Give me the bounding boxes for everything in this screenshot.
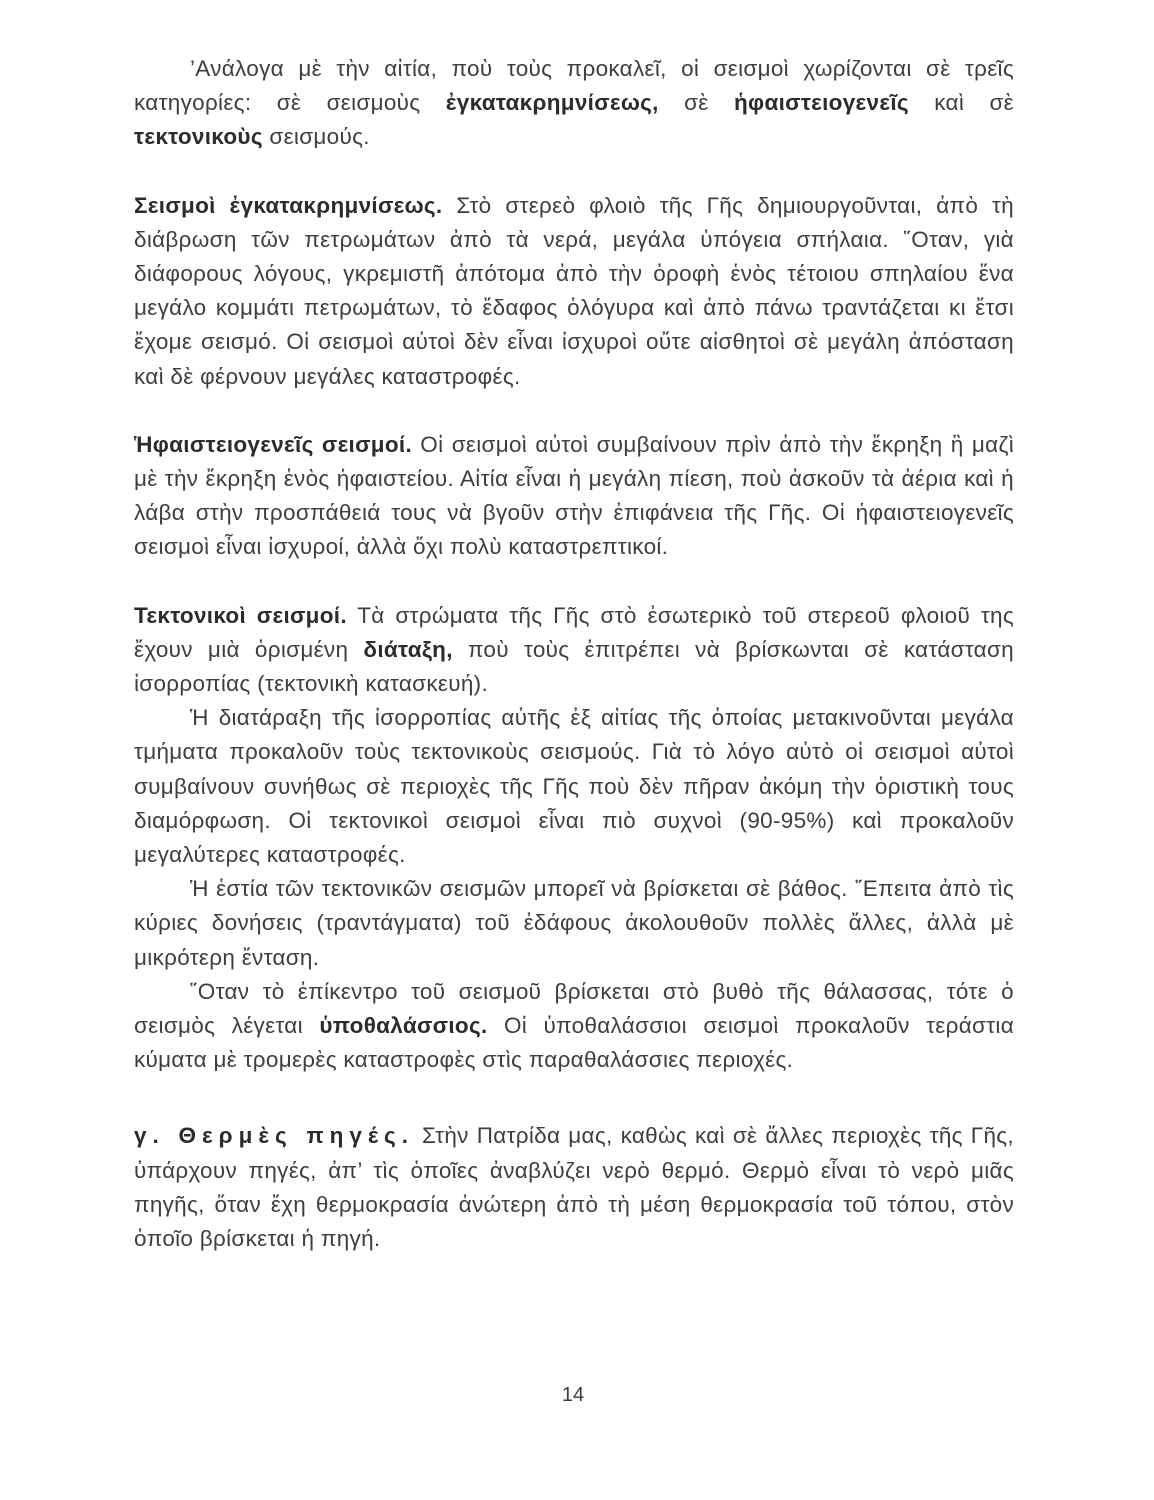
intro-text-3: καὶ σὲ bbox=[908, 90, 1014, 116]
tectonic-paragraph-2: Ἡ διατάραξη τῆς ἰσορροπίας αὐτῆς ἐξ αἰτίας τῆς ὁποίας μετακινοῦνται μεγάλα τμήματα προκαλοῦν τοὺς τεκτονικοὺς σεισμούς. Γιὰ τὸ λόγο αὐτὸ οἱ σεισμοὶ αὐτοὶ συμβαίνουν συνήθως σὲ περιοχὲς τῆς Γῆς ποὺ δὲν πῆραν ἀκόμη τὴν ὁριστικὴ τους διαμόρφωση. Οἱ τεκτονικοὶ σεισμοὶ εἶναι πιὸ συχνοὶ (90-95%) καὶ προκαλοῦν μεγαλύτερες καταστροφές. bbox=[134, 705, 1014, 868]
tectonic-text-4c: Οἱ ὑποθαλάσσιοι σεισμοὶ προκαλοῦν τεράστια κύματα μὲ τρομερὲς καταστροφὲς στὶς παραθαλάσσιες περιοχές. bbox=[134, 1013, 1014, 1073]
term-tectonic: τεκτονικοὺς bbox=[134, 124, 263, 150]
intro-paragraph bbox=[134, 52, 1014, 155]
springs-section bbox=[134, 1119, 1014, 1256]
tectonic-section bbox=[134, 599, 1014, 702]
intro-text-4: σεισμούς. bbox=[262, 124, 370, 150]
volcanic-text: Οἱ σεισμοὶ αὐτοὶ συμβαίνουν πρὶν ἀπὸ τὴν ἔκρηξη ἢ μαζὶ μὲ τὴν ἔκρηξη ἑνὸς ἡφαιστείου. Αἰτία εἶναι ἡ μεγάλη πίεση, ποὺ ἀσκοῦν τὰ ἀέρια καὶ ἡ λάβα στὴν προσπάθειά τους νὰ βγοῦν στὴν ἐπιφάνεια τῆς Γῆς. Οἱ ἡφαιστειογενεῖς σεισμοὶ εἶναι ἰσχυροί, ἀλλὰ ὄχι πολὺ καταστρεπτικοί. bbox=[134, 431, 1014, 560]
tectonic-heading: Τεκτονικοὶ σεισμοί. bbox=[134, 602, 347, 628]
intro-text-1: ’Ανάλογα μὲ τὴν αἰτία, ποὺ τοὺς προκαλεῖ, οἱ σεισμοὶ χωρίζονται σὲ τρεῖς κατηγορίες: σὲ σεισμοὺς bbox=[134, 56, 1014, 116]
term-collapse: ἐγκατακρημνίσεως, bbox=[445, 90, 659, 116]
tectonic-paragraph-3: Ἡ ἑστία τῶν τεκτονικῶν σεισμῶν μπορεῖ νὰ βρίσκεται σὲ βάθος. ῎Επειτα ἀπὸ τὶς κύριες δονήσεις (τραντάγματα) τοῦ ἐδάφους ἀκολουθοῦν πολλὲς ἄλλες, ἀλλὰ μὲ μικρότερη ἔνταση. bbox=[134, 876, 1014, 970]
springs-text: Στὴν Πατρίδα μας, καθὼς καὶ σὲ ἄλλες περιοχὲς τῆς Γῆς, ὑπάρχουν πηγές, ἀπ’ τὶς ὁποῖες ἀναβλύζει νερὸ θερμό. Θερμὸ εἶναι τὸ νερὸ μιᾶς πηγῆς, ὅταν ἔχη θερμοκρασία ἀνώτερη ἀπὸ τὴ μέση θερμοκρασία τοῦ τόπου, στὸν ὁποῖο βρίσκεται ἡ πηγή. bbox=[134, 1123, 1014, 1252]
document-page bbox=[134, 52, 1014, 1256]
term-arrangement: διάταξη, bbox=[363, 636, 453, 662]
collapse-heading: Σεισμοὶ ἐγκατακρημνίσεως. bbox=[134, 192, 443, 218]
collapse-text: Στὸ στερεὸ φλοιὸ τῆς Γῆς δημιουργοῦνται, ἀπὸ τὴ διάβρωση τῶν πετρωμάτων ἀπὸ τὰ νερά, μεγάλα ὑπόγεια σπήλαια. ῞Οταν, γιὰ διάφορους λόγους, γκρεμιστῆ ἀπότομα ἀπὸ τὴν ὀροφὴ ἑνὸς τέτοιου σπηλαίου ἕνα μεγάλο κομμάτι πετρωμάτων, τὸ ἔδαφος ὁλόγυρα καὶ ἀπὸ πάνω τραντάζεται κι ἔτσι ἔχομε σεισμό. Οἱ σεισμοὶ αὐτοὶ δὲν εἶναι ἰσχυροὶ οὔτε αἰσθητοὶ σὲ μεγάλη ἀπόσταση καὶ δὲ φέρνουν μεγάλες καταστροφές. bbox=[134, 192, 1014, 389]
spacer bbox=[134, 155, 1014, 189]
volcanic-heading: Ἡφαιστειογενεῖς σεισμοί. bbox=[134, 431, 412, 457]
page-number: 14 bbox=[561, 1384, 585, 1406]
spacer bbox=[134, 1077, 1014, 1119]
spacer bbox=[134, 565, 1014, 599]
collapse-section bbox=[134, 189, 1014, 394]
tectonic-paragraph-4 bbox=[134, 975, 1014, 1078]
term-submarine: ὑποθαλάσσιος. bbox=[319, 1013, 488, 1039]
volcanic-section bbox=[134, 428, 1014, 565]
tectonic-text-4a: ῞Οταν τὸ ἐπίκεντρο τοῦ σεισμοῦ βρίσκεται στὸ βυθὸ τῆς θάλασσας, τότε ὁ σεισμὸς λέγεται bbox=[134, 978, 1014, 1039]
tectonic-text-1: Τὰ στρώματα τῆς Γῆς στὸ ἐσωτερικὸ τοῦ στερεοῦ φλοιοῦ της ἔχουν μιὰ ὁρισμένη bbox=[134, 602, 1014, 662]
intro-text-2: σὲ bbox=[658, 90, 734, 116]
tectonic-text-2: ποὺ τοὺς ἐπιτρέπει νὰ βρίσκωνται σὲ κατάσταση ἰσορροπίας (τεκτονικὴ κατασκευή). bbox=[134, 636, 1014, 697]
spacer bbox=[134, 394, 1014, 428]
term-volcanic: ἡφαιστειογενεῖς bbox=[734, 90, 909, 116]
springs-heading: γ. Θερμὲς πηγές. bbox=[134, 1123, 415, 1149]
